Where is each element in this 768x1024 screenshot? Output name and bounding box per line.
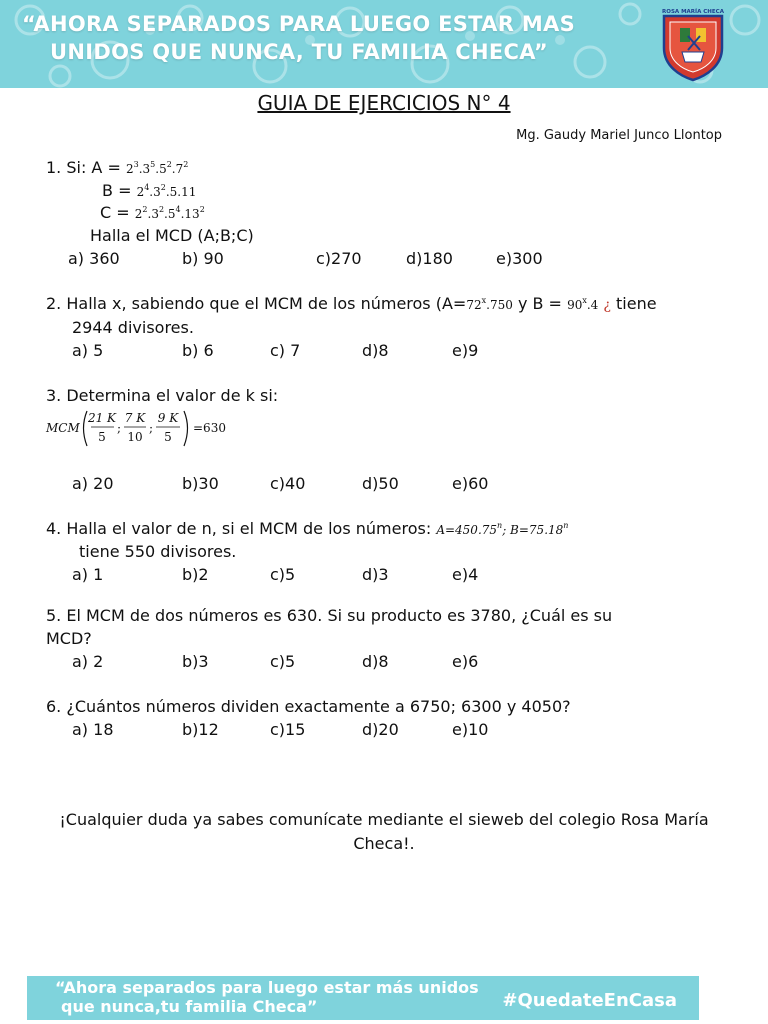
q1-c-line — [100, 203, 205, 222]
header-slogan-line1: “AHORA SEPARADOS PARA LUEGO ESTAR MAS — [22, 12, 575, 36]
question-4 — [46, 519, 568, 538]
document-title: GUIA DE EJERCICIOS N° 4 — [257, 91, 511, 115]
q3-sep2: ; — [149, 421, 154, 435]
footer-slogan — [55, 978, 479, 1016]
school-crest-logo — [660, 6, 726, 82]
question-1 — [46, 158, 188, 177]
q2-line2: 2944 divisores. — [72, 318, 194, 337]
q6-option-d[interactable]: d)20 — [362, 720, 399, 739]
q5-option-b[interactable]: b)3 — [182, 652, 209, 671]
q1-b-expression: $2^4.3^2.5.11$ — [136, 183, 197, 199]
q3-f1-den: 5 — [98, 430, 106, 444]
q4-option-a[interactable]: a) 1 — [72, 565, 104, 584]
q2-text-c: tiene — [616, 294, 657, 313]
q5-line2: MCD? — [46, 629, 92, 648]
q4-option-c[interactable]: c)5 — [270, 565, 296, 584]
q1-option-a[interactable]: a) 360 — [68, 249, 120, 268]
question-2 — [46, 294, 657, 313]
q2-text-b: y B = — [517, 294, 562, 313]
question-6: 6. ¿Cuántos números dividen exactamente a 6750; 6300 y 4050? — [46, 697, 571, 716]
q2-option-c[interactable]: c) 7 — [270, 341, 301, 360]
q3-expression — [44, 406, 244, 450]
q2-option-a[interactable]: a) 5 — [72, 341, 104, 360]
q5-option-c[interactable]: c)5 — [270, 652, 296, 671]
q6-option-e[interactable]: e)10 — [452, 720, 489, 739]
closing-message: ¡Cualquier duda ya sabes comunícate mediante el sieweb del colegio Rosa María Checa!. — [59, 810, 709, 853]
q2-option-e[interactable]: e)9 — [452, 341, 479, 360]
q4-option-e[interactable]: e)4 — [452, 565, 479, 584]
q1-label: 1. Si: A = — [46, 158, 121, 177]
q1-option-d[interactable]: d)180 — [406, 249, 453, 268]
q2-expr-a: 72$^x$.750 — [466, 296, 513, 312]
q1-option-b[interactable]: b) 90 — [182, 249, 224, 268]
q5-option-e[interactable]: e)6 — [452, 652, 479, 671]
q2-option-d[interactable]: d)8 — [362, 341, 389, 360]
q3-option-c[interactable]: c)40 — [270, 474, 306, 493]
q2-option-b[interactable]: b) 6 — [182, 341, 214, 360]
q3-option-e[interactable]: e)60 — [452, 474, 489, 493]
q4-line2: tiene 550 divisores. — [79, 542, 237, 561]
q1-c-label: C = — [100, 203, 130, 222]
header-banner — [0, 0, 768, 88]
q2-expr-b: 90$^x$.4 — [567, 296, 599, 312]
q1-a-expression: $2^3.3^5.5^2.7^2$ — [125, 160, 189, 176]
q4-expression: $A=450.75^n$; $B=75.18^n$ — [436, 521, 569, 537]
q3-option-b[interactable]: b)30 — [182, 474, 219, 493]
footer-slogan-line1: “Ahora separados para luego estar más unidos — [55, 978, 479, 997]
header-slogan-line2: UNIDOS QUE NUNCA, TU FAMILIA CHECA” — [50, 40, 548, 64]
q6-option-a[interactable]: a) 18 — [72, 720, 114, 739]
q3-option-a[interactable]: a) 20 — [72, 474, 114, 493]
q6-option-c[interactable]: c)15 — [270, 720, 306, 739]
q2-text-a: 2. Halla x, sabiendo que el MCM de los números (A= — [46, 294, 467, 313]
q3-sep1: ; — [117, 421, 122, 435]
q3-f2-den: 10 — [127, 430, 143, 444]
header-slogan — [22, 10, 642, 66]
q4-option-b[interactable]: b)2 — [182, 565, 209, 584]
q1-option-e[interactable]: e)300 — [496, 249, 543, 268]
q5-option-d[interactable]: d)8 — [362, 652, 389, 671]
q6-option-b[interactable]: b)12 — [182, 720, 219, 739]
q1-b-line — [102, 181, 196, 200]
q4-option-d[interactable]: d)3 — [362, 565, 389, 584]
q3-f1-num: 21 K — [87, 411, 117, 425]
q3-fn: MCM — [46, 421, 80, 435]
footer-slogan-line2: que nunca,tu familia Checa” — [61, 997, 318, 1016]
q3-f3-den: 5 — [164, 430, 172, 444]
footer-hashtag: #QuedateEnCasa — [502, 990, 677, 1011]
author-name: Mg. Gaudy Mariel Junco Llontop — [516, 128, 722, 143]
q3-f3-num: 9 K — [157, 411, 179, 425]
q1-b-label: B = — [102, 181, 132, 200]
crest-text: ROSA MARÍA CHECA — [662, 9, 724, 15]
q1-c-expression: $2^2.3^2.5^4.13^2$ — [134, 205, 205, 221]
q3-f2-num: 7 K — [124, 411, 146, 425]
q1-option-c[interactable]: c)270 — [316, 249, 362, 268]
q1-prompt: Halla el MCD (A;B;C) — [90, 226, 254, 245]
q3-result: =630 — [193, 421, 226, 435]
q2-glyph: ¿ — [603, 297, 611, 313]
q3-option-d[interactable]: d)50 — [362, 474, 399, 493]
question-5: 5. El MCM de dos números es 630. Si su producto es 3780, ¿Cuál es su — [46, 606, 613, 625]
question-3: 3. Determina el valor de k si: — [46, 386, 279, 405]
q5-option-a[interactable]: a) 2 — [72, 652, 104, 671]
q4-text: 4. Halla el valor de n, si el MCM de los números: — [46, 519, 432, 538]
footer-banner — [27, 976, 699, 1020]
